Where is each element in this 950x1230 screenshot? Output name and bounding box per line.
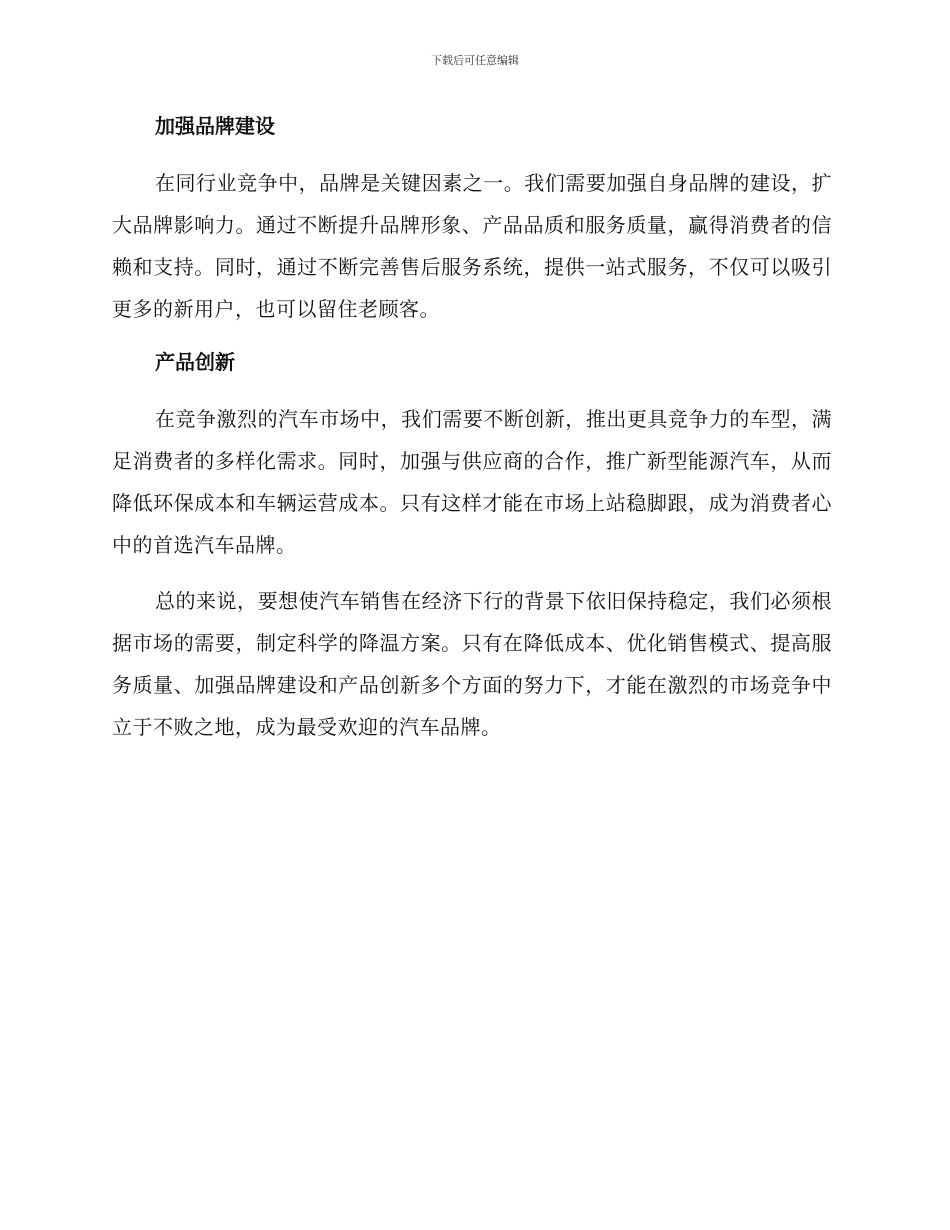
paragraph-innovation: 在竞争激烈的汽车市场中，我们需要不断创新，推出更具竞争力的车型，满足消费者的多样化需求。同时，加强与供应商的合作，推广新型能源汽车，从而降低环保成本和车辆运营成本。只有这样才能在市场上站稳脚跟，成为消费者心中的首选汽车品牌。 (112, 407, 832, 557)
paragraph-brand: 在同行业竞争中，品牌是关键因素之一。我们需要加强自身品牌的建设，扩大品牌影响力。通过不断提升品牌形象、产品品质和服务质量，赢得消费者的信赖和支持。同时，通过不断完善售后服务系统，提供一站式服务，不仅可以吸引更多的新用户，也可以留住老顾客。 (112, 171, 832, 321)
section-heading-innovation: 产品创新 (155, 350, 235, 374)
section-heading-brand: 加强品牌建设 (155, 114, 275, 138)
paragraph-conclusion: 总的来说，要想使汽车销售在经济下行的背景下依旧保持稳定，我们必须根据市场的需要，制定科学的降温方案。只有在降低成本、优化销售模式、提高服务质量、加强品牌建设和产品创新多个方面的努力下，才能在激烈的市场竞争中立于不败之地，成为最受欢迎的汽车品牌。 (112, 589, 832, 739)
page-header: 下载后可任意编辑 (431, 54, 519, 67)
document-body (112, 108, 832, 762)
